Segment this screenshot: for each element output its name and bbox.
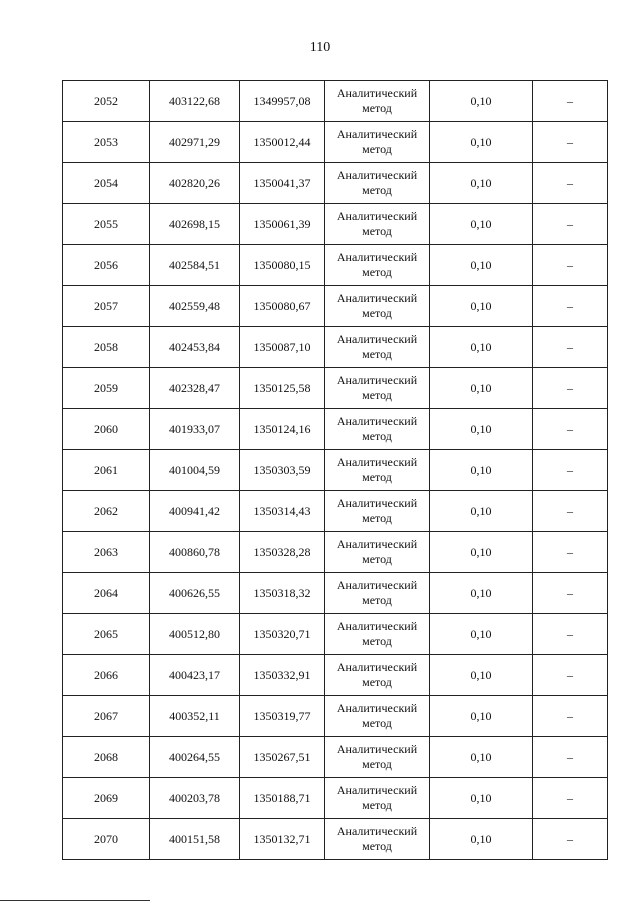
page-number: 110 — [309, 40, 331, 55]
y-coordinate-cell: 1350303,59 — [240, 450, 325, 491]
x-coordinate-cell: 402971,29 — [150, 122, 240, 163]
x-coordinate-cell: 400423,17 — [150, 655, 240, 696]
table-row — [63, 409, 608, 450]
x-coordinate-cell: 403122,68 — [150, 81, 240, 122]
point-number-cell: 2060 — [63, 409, 150, 450]
accuracy-cell: 0,10 — [430, 737, 533, 778]
table-row — [63, 81, 608, 122]
method-cell: Аналитический метод — [325, 409, 430, 450]
point-number-cell: 2057 — [63, 286, 150, 327]
x-coordinate-cell: 400352,11 — [150, 696, 240, 737]
y-coordinate-cell: 1350319,77 — [240, 696, 325, 737]
table-row — [63, 450, 608, 491]
method-cell: Аналитический метод — [325, 450, 430, 491]
note-cell: – — [533, 81, 608, 122]
point-number-cell: 2062 — [63, 491, 150, 532]
point-number-cell: 2063 — [63, 532, 150, 573]
note-cell: – — [533, 532, 608, 573]
table-row — [63, 532, 608, 573]
accuracy-cell: 0,10 — [430, 163, 533, 204]
accuracy-cell: 0,10 — [430, 614, 533, 655]
method-cell: Аналитический метод — [325, 573, 430, 614]
note-cell: – — [533, 204, 608, 245]
y-coordinate-cell: 1350314,43 — [240, 491, 325, 532]
accuracy-cell: 0,10 — [430, 368, 533, 409]
note-cell: – — [533, 368, 608, 409]
table-row — [63, 327, 608, 368]
point-number-cell: 2065 — [63, 614, 150, 655]
x-coordinate-cell: 400203,78 — [150, 778, 240, 819]
method-cell: Аналитический метод — [325, 368, 430, 409]
x-coordinate-cell: 402698,15 — [150, 204, 240, 245]
x-coordinate-cell: 400941,42 — [150, 491, 240, 532]
y-coordinate-cell: 1350080,67 — [240, 286, 325, 327]
y-coordinate-cell: 1350332,91 — [240, 655, 325, 696]
point-number-cell: 2054 — [63, 163, 150, 204]
y-coordinate-cell: 1350012,44 — [240, 122, 325, 163]
accuracy-cell: 0,10 — [430, 204, 533, 245]
method-cell: Аналитический метод — [325, 204, 430, 245]
x-coordinate-cell: 401933,07 — [150, 409, 240, 450]
method-cell: Аналитический метод — [325, 245, 430, 286]
x-coordinate-cell: 400151,58 — [150, 819, 240, 860]
table-row — [63, 655, 608, 696]
table-row — [63, 368, 608, 409]
accuracy-cell: 0,10 — [430, 696, 533, 737]
point-number-cell: 2059 — [63, 368, 150, 409]
table-row — [63, 696, 608, 737]
y-coordinate-cell: 1350188,71 — [240, 778, 325, 819]
point-number-cell: 2064 — [63, 573, 150, 614]
coordinates-table — [62, 80, 608, 860]
x-coordinate-cell: 402820,26 — [150, 163, 240, 204]
x-coordinate-cell: 402453,84 — [150, 327, 240, 368]
point-number-cell: 2066 — [63, 655, 150, 696]
y-coordinate-cell: 1350080,15 — [240, 245, 325, 286]
coordinates-table-body — [63, 81, 608, 860]
accuracy-cell: 0,10 — [430, 819, 533, 860]
accuracy-cell: 0,10 — [430, 532, 533, 573]
note-cell: – — [533, 163, 608, 204]
y-coordinate-cell: 1350320,71 — [240, 614, 325, 655]
note-cell: – — [533, 614, 608, 655]
accuracy-cell: 0,10 — [430, 327, 533, 368]
y-coordinate-cell: 1350124,16 — [240, 409, 325, 450]
point-number-cell: 2068 — [63, 737, 150, 778]
accuracy-cell: 0,10 — [430, 778, 533, 819]
table-row — [63, 245, 608, 286]
point-number-cell: 2058 — [63, 327, 150, 368]
point-number-cell: 2067 — [63, 696, 150, 737]
y-coordinate-cell: 1350132,71 — [240, 819, 325, 860]
method-cell: Аналитический метод — [325, 532, 430, 573]
point-number-cell: 2055 — [63, 204, 150, 245]
method-cell: Аналитический метод — [325, 163, 430, 204]
table-row — [63, 573, 608, 614]
y-coordinate-cell: 1350061,39 — [240, 204, 325, 245]
table-row — [63, 819, 608, 860]
note-cell: – — [533, 286, 608, 327]
point-number-cell: 2053 — [63, 122, 150, 163]
accuracy-cell: 0,10 — [430, 286, 533, 327]
method-cell: Аналитический метод — [325, 819, 430, 860]
table-row — [63, 204, 608, 245]
x-coordinate-cell: 400860,78 — [150, 532, 240, 573]
y-coordinate-cell: 1350267,51 — [240, 737, 325, 778]
y-coordinate-cell: 1350125,58 — [240, 368, 325, 409]
x-coordinate-cell: 402584,51 — [150, 245, 240, 286]
accuracy-cell: 0,10 — [430, 409, 533, 450]
table-row — [63, 737, 608, 778]
y-coordinate-cell: 1350087,10 — [240, 327, 325, 368]
accuracy-cell: 0,10 — [430, 491, 533, 532]
x-coordinate-cell: 401004,59 — [150, 450, 240, 491]
table-row — [63, 122, 608, 163]
method-cell: Аналитический метод — [325, 491, 430, 532]
y-coordinate-cell: 1349957,08 — [240, 81, 325, 122]
method-cell: Аналитический метод — [325, 778, 430, 819]
accuracy-cell: 0,10 — [430, 81, 533, 122]
x-coordinate-cell: 402328,47 — [150, 368, 240, 409]
y-coordinate-cell: 1350041,37 — [240, 163, 325, 204]
method-cell: Аналитический метод — [325, 655, 430, 696]
x-coordinate-cell: 400626,55 — [150, 573, 240, 614]
y-coordinate-cell: 1350318,32 — [240, 573, 325, 614]
method-cell: Аналитический метод — [325, 327, 430, 368]
x-coordinate-cell: 400264,55 — [150, 737, 240, 778]
accuracy-cell: 0,10 — [430, 573, 533, 614]
note-cell: – — [533, 409, 608, 450]
y-coordinate-cell: 1350328,28 — [240, 532, 325, 573]
table-row — [63, 163, 608, 204]
point-number-cell: 2056 — [63, 245, 150, 286]
point-number-cell: 2052 — [63, 81, 150, 122]
method-cell: Аналитический метод — [325, 696, 430, 737]
x-coordinate-cell: 402559,48 — [150, 286, 240, 327]
note-cell: – — [533, 655, 608, 696]
table-row — [63, 778, 608, 819]
method-cell: Аналитический метод — [325, 614, 430, 655]
note-cell: – — [533, 450, 608, 491]
method-cell: Аналитический метод — [325, 81, 430, 122]
note-cell: – — [533, 778, 608, 819]
note-cell: – — [533, 737, 608, 778]
table-row — [63, 614, 608, 655]
note-cell: – — [533, 491, 608, 532]
point-number-cell: 2069 — [63, 778, 150, 819]
note-cell: – — [533, 327, 608, 368]
method-cell: Аналитический метод — [325, 286, 430, 327]
scan-edge-line — [0, 900, 150, 901]
table-row — [63, 491, 608, 532]
accuracy-cell: 0,10 — [430, 450, 533, 491]
note-cell: – — [533, 122, 608, 163]
note-cell: – — [533, 245, 608, 286]
point-number-cell: 2070 — [63, 819, 150, 860]
table-row — [63, 286, 608, 327]
point-number-cell: 2061 — [63, 450, 150, 491]
accuracy-cell: 0,10 — [430, 245, 533, 286]
method-cell: Аналитический метод — [325, 737, 430, 778]
method-cell: Аналитический метод — [325, 122, 430, 163]
accuracy-cell: 0,10 — [430, 655, 533, 696]
note-cell: – — [533, 696, 608, 737]
note-cell: – — [533, 819, 608, 860]
accuracy-cell: 0,10 — [430, 122, 533, 163]
x-coordinate-cell: 400512,80 — [150, 614, 240, 655]
note-cell: – — [533, 573, 608, 614]
